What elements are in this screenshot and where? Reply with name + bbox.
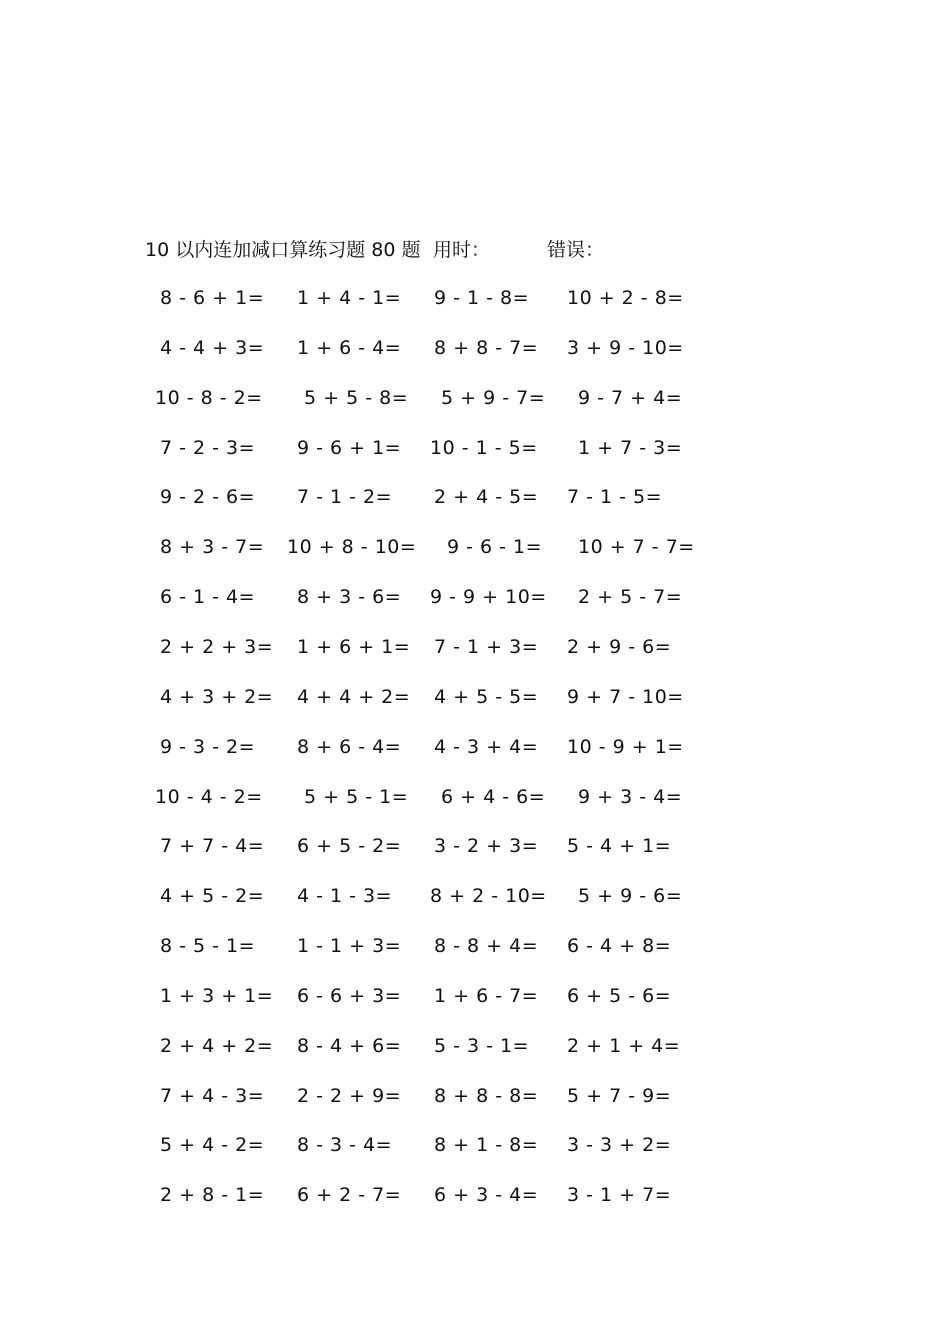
problem-item: 1 + 6 - 7=	[434, 984, 539, 1007]
problem-item: 10 + 2 - 8=	[567, 287, 684, 309]
problem-item: 7 - 2 - 3=	[160, 436, 256, 459]
problem-item: 7 - 1 - 5=	[567, 486, 663, 509]
problem-item: 4 + 5 - 2=	[160, 885, 265, 908]
problem-item: 6 + 5 - 6=	[567, 984, 672, 1007]
problem-item: 6 - 1 - 4=	[160, 586, 256, 609]
problem-item: 4 - 4 + 3=	[160, 336, 265, 359]
problem-item: 10 - 8 - 2=	[155, 386, 263, 409]
problem-item: 2 + 8 - 1=	[160, 1184, 265, 1207]
problem-item: 9 - 1 - 8=	[434, 287, 530, 309]
problem-item: 5 + 7 - 9=	[567, 1084, 672, 1107]
problem-item: 10 - 1 - 5=	[430, 436, 538, 459]
problem-item: 9 + 7 - 10=	[567, 685, 684, 708]
problem-item: 6 + 3 - 4=	[434, 1184, 539, 1207]
problem-item: 8 - 5 - 1=	[160, 935, 256, 958]
problem-item: 8 + 8 - 7=	[434, 336, 539, 359]
problem-item: 1 + 6 - 4=	[297, 336, 402, 359]
problem-item: 8 + 3 - 6=	[297, 586, 402, 609]
problem-item: 2 + 2 + 3=	[160, 635, 274, 658]
problem-item: 6 - 6 + 3=	[297, 984, 402, 1007]
errors-label: 错误：	[547, 239, 605, 261]
problem-item: 10 + 8 - 10=	[287, 536, 417, 559]
problem-item: 3 + 9 - 10=	[567, 336, 684, 359]
problem-item: 9 + 3 - 4=	[578, 785, 683, 808]
problem-item: 2 + 4 - 5=	[434, 486, 539, 509]
problem-item: 2 + 9 - 6=	[567, 635, 672, 658]
problem-item: 5 + 9 - 6=	[578, 885, 683, 908]
problem-item: 6 + 2 - 7=	[297, 1184, 402, 1207]
problem-item: 2 + 4 + 2=	[160, 1034, 274, 1057]
problem-item: 9 - 9 + 10=	[430, 586, 547, 609]
problem-item: 8 + 8 - 8=	[434, 1084, 539, 1107]
problem-item: 6 + 4 - 6=	[441, 785, 546, 808]
problem-item: 9 - 2 - 6=	[160, 486, 256, 509]
problem-item: 3 - 3 + 2=	[567, 1134, 672, 1157]
problem-item: 9 - 6 - 1=	[447, 536, 543, 559]
problem-item: 8 - 4 + 6=	[297, 1034, 402, 1057]
problem-item: 1 + 7 - 3=	[578, 436, 683, 459]
problem-item: 5 - 4 + 1=	[567, 835, 672, 858]
problem-item: 1 + 3 + 1=	[160, 984, 274, 1007]
problem-item: 8 + 1 - 8=	[434, 1134, 539, 1157]
problem-item: 2 + 1 + 4=	[567, 1034, 681, 1057]
problem-item: 9 - 3 - 2=	[160, 735, 256, 758]
problem-item: 5 + 9 - 7=	[441, 386, 546, 409]
problem-item: 2 - 2 + 9=	[297, 1084, 402, 1107]
problem-item: 7 + 4 - 3=	[160, 1084, 265, 1107]
problem-item: 1 + 6 + 1=	[297, 635, 411, 658]
problem-item: 4 - 3 + 4=	[434, 735, 539, 758]
problem-item: 9 - 6 + 1=	[297, 436, 402, 459]
problem-item: 8 - 3 - 4=	[297, 1134, 393, 1157]
problem-item: 5 + 4 - 2=	[160, 1134, 265, 1157]
time-used-label: 用时：	[433, 239, 491, 261]
problem-item: 4 + 4 + 2=	[297, 685, 411, 708]
problem-item: 10 + 7 - 7=	[578, 536, 695, 559]
problem-item: 8 - 8 + 4=	[434, 935, 539, 958]
problem-item: 8 + 2 - 10=	[430, 885, 547, 908]
problem-item: 7 - 1 + 3=	[434, 635, 539, 658]
problem-item: 7 - 1 - 2=	[297, 486, 393, 509]
problem-item: 1 + 4 - 1=	[297, 287, 402, 309]
problem-item: 8 + 3 - 7=	[160, 536, 265, 559]
problem-item: 3 - 1 + 7=	[567, 1184, 672, 1207]
problem-item: 2 + 5 - 7=	[578, 586, 683, 609]
problem-item: 1 - 1 + 3=	[297, 935, 402, 958]
problem-item: 5 + 5 - 8=	[304, 386, 409, 409]
problem-item: 5 + 5 - 1=	[304, 785, 409, 808]
problem-item: 5 - 3 - 1=	[434, 1034, 530, 1057]
problem-item: 7 + 7 - 4=	[160, 835, 265, 858]
problem-item: 8 - 6 + 1=	[160, 287, 265, 309]
problem-item: 3 - 2 + 3=	[434, 835, 539, 858]
problem-item: 4 + 3 + 2=	[160, 685, 274, 708]
problem-item: 10 - 9 + 1=	[567, 735, 684, 758]
problem-item: 4 - 1 - 3=	[297, 885, 393, 908]
problem-item: 6 - 4 + 8=	[567, 935, 672, 958]
worksheet-title: 10 以内连加减口算练习题 80 题	[145, 239, 421, 261]
problem-item: 4 + 5 - 5=	[434, 685, 539, 708]
problem-item: 10 - 4 - 2=	[155, 785, 263, 808]
problem-item: 6 + 5 - 2=	[297, 835, 402, 858]
problem-item: 8 + 6 - 4=	[297, 735, 402, 758]
problem-item: 9 - 7 + 4=	[578, 386, 683, 409]
